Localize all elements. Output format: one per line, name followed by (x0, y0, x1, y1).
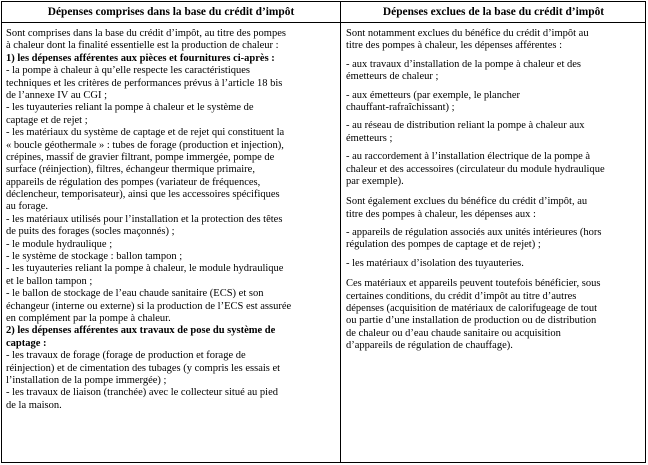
header-rule (2, 22, 645, 23)
text-line: - le module hydraulique ; (6, 238, 113, 250)
text-line: - la pompe à chaleur à qu’elle respecte les caractéristiques (6, 65, 250, 77)
text-line: - les matériaux d’isolation des tuyauteries. (346, 257, 524, 269)
expense-table (1, 1, 646, 463)
text-line: - les tuyauteries reliant la pompe à chaleur, le module hydraulique (6, 263, 284, 275)
exclusion-item (346, 151, 643, 188)
exclusion-note (346, 278, 643, 352)
excluded-expenses-cell (346, 28, 643, 353)
section-2-title (6, 325, 335, 350)
text-line: et le ballon tampon ; (6, 275, 93, 287)
text-line: déclencheur, temporisateur), ainsi que les accessoires spécifiques (6, 189, 280, 201)
text-line: techniques et les critères de performances prévus à l’article 18 bis (6, 77, 283, 89)
text-line: émetteurs de chaleur ; (346, 71, 439, 83)
text-line: - aux émetteurs (par exemple, le plancher (346, 89, 521, 101)
text-line: au forage. (6, 201, 48, 213)
text-line: Sont comprises dans la base du crédit d’impôt, au titre des pompes (6, 28, 286, 39)
column-divider (340, 2, 341, 462)
section-1-list (6, 65, 335, 325)
text-line: émetteurs ; (346, 132, 393, 144)
text-line: - aux travaux d’installation de la pompe à chaleur et des (346, 58, 581, 70)
included-expenses-cell (6, 28, 335, 412)
exclusion-paragraph (346, 196, 643, 221)
text-line: certaines conditions, du crédit d’impôt au titre d’autres (346, 290, 577, 302)
text-line: titre des pompes à chaleur, les dépenses aux : (346, 208, 536, 220)
exclusion-item (346, 120, 643, 145)
text-line: - appareils de régulation associés aux unités intérieures (hors (346, 227, 602, 239)
text-line: de chaleur ou d’eau chaude sanitaire ou acquisition (346, 327, 561, 339)
header-included-expenses: Dépenses comprises dans la base du crédit d’impôt (47, 6, 295, 18)
text-line: 2) les dépenses afférentes aux travaux de pose du système de (6, 325, 276, 337)
text-line: - les tuyauteries reliant la pompe à chaleur et le système de (6, 102, 254, 114)
text-line: - au réseau de distribution reliant la pompe à chaleur aux (346, 120, 585, 132)
text-line: en complément par la pompe à chaleur. (6, 312, 171, 324)
intro-paragraph (6, 28, 335, 53)
text-line: Ces matériaux et appareils peuvent toutefois bénéficier, sous (346, 278, 601, 290)
text-line: Sont notamment exclues du bénéfice du crédit d’impôt au (346, 28, 589, 39)
text-line: - au raccordement à l’installation électrique de la pompe à (346, 151, 591, 163)
exclusion-item (346, 227, 643, 252)
text-line: - les travaux de forage (forage de production et forage de (6, 350, 246, 362)
text-line: par exemple). (346, 175, 404, 187)
text-line: de l’annexe IV au CGI ; (6, 89, 107, 101)
text-line: à chaleur dont la finalité essentielle est la production de chaleur : (6, 40, 279, 52)
header-excluded-expenses: Dépenses exclues de la base du crédit d’impôt (382, 6, 605, 18)
section-2-list (6, 350, 335, 412)
text-line: chauffant-rafraîchissant) ; (346, 101, 455, 113)
text-line: échangeur (interne ou externe) si la production de l’ECS est assurée (6, 300, 292, 312)
text-line: réinjection) et de cimentation des tubages (y compris les essais et (6, 362, 281, 374)
text-line: appareils de régulation des pompes (variateur de fréquences, (6, 176, 261, 188)
text-line: titre des pompes à chaleur, les dépenses afférentes : (346, 40, 563, 52)
text-line: surface (réinjection), filtres, échangeur thermique primaire, (6, 164, 255, 176)
text-line: chaleur et des accessoires (circulateur du module hydraulique (346, 163, 605, 175)
exclusion-item (346, 90, 643, 115)
text-line: captage : (6, 337, 47, 349)
text-line: ou partie d’une installation de production ou de distribution (346, 315, 597, 327)
text-line: crépines, massif de gravier filtrant, pompe immergée, pompe de (6, 151, 275, 163)
text-line: de puits des forages (socles maçonnés) ; (6, 226, 175, 238)
text-line: « boucle géothermale » : tubes de forage (production et injection), (6, 139, 284, 151)
text-line: - les matériaux du système de captage et de rejet qui constituent la (6, 127, 285, 139)
text-line: - les travaux de liaison (tranchée) avec le collecteur situé au pied (6, 387, 278, 399)
section-1-title: 1) les dépenses afférentes aux pièces et fournitures ci-après : (6, 52, 275, 64)
text-line: - les matériaux utilisés pour l’installation et la protection des têtes (6, 213, 283, 225)
text-line: captage et de rejet ; (6, 114, 88, 126)
text-line: Sont également exclues du bénéfice du crédit d’impôt, au (346, 196, 588, 208)
exclusion-paragraph (346, 28, 643, 53)
text-line: - le ballon de stockage de l’eau chaude sanitaire (ECS) et son (6, 288, 264, 300)
exclusion-item (346, 258, 643, 270)
exclusion-item (346, 59, 643, 84)
text-line: de la maison. (6, 399, 62, 411)
text-line: - le système de stockage : ballon tampon ; (6, 251, 183, 263)
text-line: l’installation de la pompe immergée) ; (6, 374, 167, 386)
text-line: dépenses (acquisition de matériaux de calorifugeage de tout (346, 303, 598, 315)
text-line: régulation des pompes de captage et de rejet) ; (346, 239, 541, 251)
text-line: d’appareils de régulation de chauffage). (346, 340, 513, 352)
